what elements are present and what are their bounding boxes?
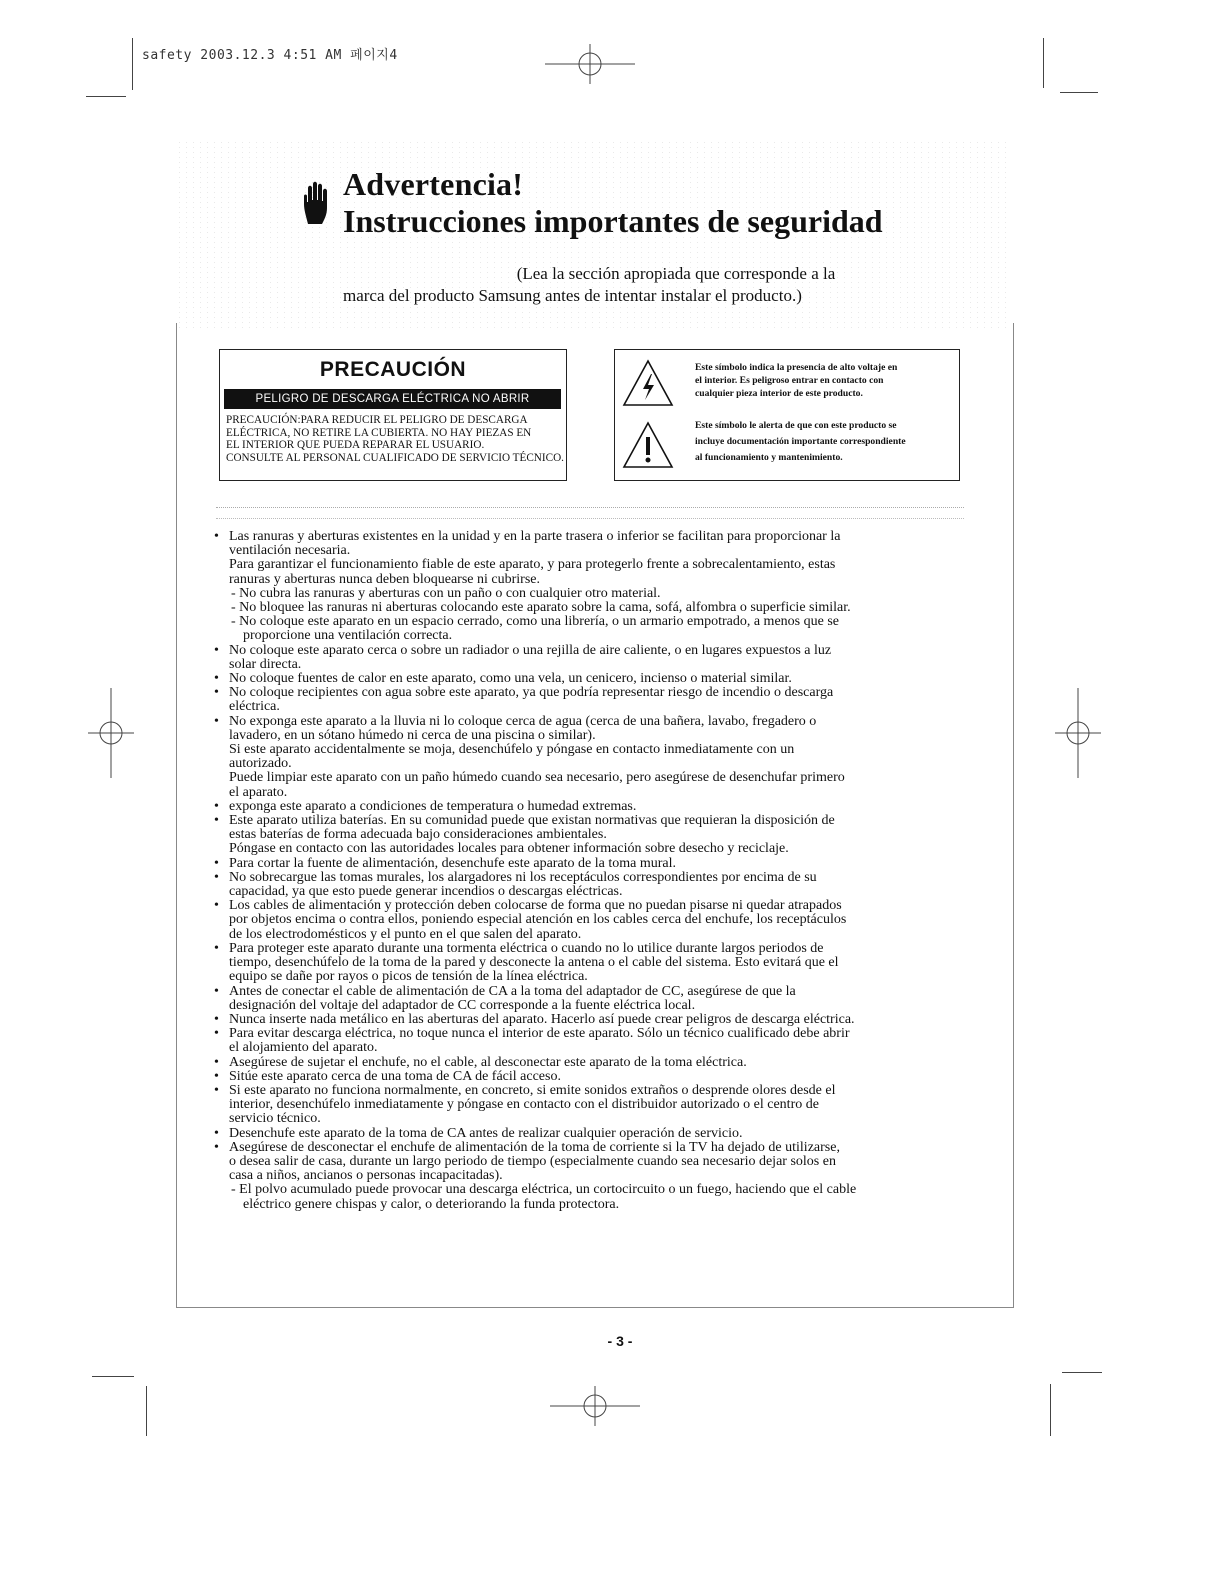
high-voltage-icon [621,358,675,408]
caution-text [226,414,562,464]
safety-instructions-list [211,530,991,1212]
bullet-continuation: tiempo, desenchúfelo de la toma de la pared y desconecte la antena o el cable del sistema. Esto evitará que el [229,955,839,971]
bullet-continuation: capacidad, ya que esto puede generar incendios o descargas eléctricas. [229,884,623,900]
bullet-continuation: designación del voltaje del adaptador de CC corresponde a la fuente eléctrica local. [229,997,696,1013]
bullet-item: • No coloque fuentes de calor en este aparato, como una vela, un cenicero, incienso o material similar. [211,672,991,686]
bullet-item: • No coloque este aparato cerca o sobre un radiador o una rejilla de aire caliente, o en lugares expuestos a luz [211,644,991,658]
bullet-continuation: casa a niños, ancianos o personas incapacitadas). [229,1168,503,1184]
page-title: Advertencia! [343,166,524,202]
bullet-continuation: autorizado. [229,756,292,772]
bullet-item: • Este aparato utiliza baterías. En su comunidad puede que existan normativas que requieran la disposición de [211,814,991,828]
bullet-item: • Desenchufe este aparato de la toma de CA antes de realizar cualquier operación de servicio. [211,1127,991,1141]
registration-mark-icon [88,688,134,778]
caution-title: PRECAUCIÓN [319,358,467,381]
bullet-continuation: - No coloque este aparato en un espacio cerrado, como una librería, o un armario empotrado, a menos que se [231,614,839,630]
registration-mark-icon [550,1384,640,1428]
caution-line: ELÉCTRICA, NO RETIRE LA CUBIERTA. NO HAY PIEZAS EN [226,426,532,439]
bullet-continuation: solar directa. [229,656,302,672]
crop-mark [1060,92,1098,93]
caution-line: EL INTERIOR QUE PUEDA REPARAR EL USUARIO. [226,439,485,451]
bullet-item: • No coloque recipientes con agua sobre este aparato, ya que podría representar riesgo de incendio o descarga [211,686,991,700]
hand-stop-icon [302,180,332,224]
registration-mark-icon [1055,688,1101,778]
caution-line: CONSULTE AL PERSONAL CUALIFICADO DE SERVICIO TÉCNICO. [226,451,564,464]
bullet-continuation: Póngase en contacto con las autoridades locales para obtener información sobre desecho y reciclaje. [229,841,789,857]
bullet-continuation: ventilación necesaria. [229,543,351,559]
crop-mark [146,1386,147,1436]
bullet-continuation: Para garantizar el funcionamiento fiable de este aparato, y para protegerlo frente a sobrecalentamiento, estas [229,557,836,573]
bullet-item: • Asegúrese de sujetar el enchufe, no el cable, al desconectar este aparato de la toma eléctrica. [211,1056,991,1070]
crop-mark [132,38,133,90]
bullet-continuation: - No cubra las ranuras y aberturas con un paño o con cualquier otro material. [231,585,661,601]
bullet-item: • Para cortar la fuente de alimentación, desenchufe este aparato de la toma mural. [211,857,991,871]
bullet-continuation: Puede limpiar este aparato con un paño húmedo cuando sea necesario, pero asegúrese de desenchufar primero [229,770,845,786]
bullet-item: • No sobrecargue las tomas murales, los alargadores ni los receptáculos correspondientes por encima de su [211,871,991,885]
divider [216,507,964,509]
page-number: - 3 - [607,1333,633,1349]
print-slug: safety 2003.12.3 4:51 AM 페이지4 [142,48,398,63]
divider [216,518,964,520]
crop-mark [86,96,126,97]
caution-box [219,349,567,481]
crop-mark [1050,1384,1051,1436]
crop-mark [1043,38,1044,88]
bullet-continuation: servicio técnico. [229,1111,321,1127]
crop-mark [1062,1372,1102,1373]
bullet-continuation: - No bloquee las ranuras ni aberturas colocando este aparato sobre la cama, sofá, alfombra o superficie similar. [231,600,851,616]
bullet-item: • Las ranuras y aberturas existentes en la unidad y en la parte trasera o inferior se facilitan para proporcionar la [211,530,991,544]
intro-line-2: marca del producto Samsung antes de intentar instalar el producto.) [343,286,802,305]
attention-symbol-text: Este símbolo le alerta de que con este producto se incluye documentación importante correspondiente al funcionamiento y mantenimiento. [695,420,906,463]
bullet-item: • Para evitar descarga eléctrica, no toque nunca el interior de este aparato. Sólo un técnico cualificado debe abrir [211,1027,991,1041]
bullet-continuation: estas baterías de forma adecuada bajo consideraciones ambientales. [229,827,607,843]
voltage-symbol-text: Este símbolo indica la presencia de alto voltaje en el interior. Es peligroso entrar en contacto con cualquier pieza interior de este producto. [695,362,898,399]
bullet-item: • Para proteger este aparato durante una tormenta eléctrica o cuando no lo utilice durante largos periodos de [211,942,991,956]
exclamation-warning-icon [621,420,675,470]
page-subtitle: Instrucciones importantes de seguridad [343,203,883,239]
bullet-continuation: Si este aparato accidentalmente se moja, desenchúfelo y póngase en contacto inmediatamente con un [229,742,795,758]
bullet-item: • Si este aparato no funciona normalmente, en concreto, si emite sonidos extraños o desprende olores desde el [211,1084,991,1098]
bullet-continuation: lavadero, en un sótano húmedo ni cerca de una piscina o similar). [229,727,596,743]
bullet-item: • exponga este aparato a condiciones de temperatura o humedad extremas. [211,800,991,814]
bullet-item: • Los cables de alimentación y protección deben colocarse de forma que no puedan pisarse ni quedar atrapados [211,899,991,913]
bullet-continuation: o desea salir de casa, durante un largo periodo de tiempo (especialmente cuando sea necesario dejar solos en [229,1153,836,1169]
bullet-continuation: eléctrica. [229,699,280,715]
bullet-item: • No exponga este aparato a la lluvia ni lo coloque cerca de agua (cerca de una bañera, lavabo, fregadero o [211,715,991,729]
bullet-continuation: equipo se dañe por rayos o picos de tensión de la línea eléctrica. [229,969,588,985]
bullet-continuation: de los electrodomésticos y el punto en el que salen del aparato. [229,926,582,942]
bullet-continuation: por objetos encima o contra ellos, poniendo especial atención en los cables cerca del enchufe, los receptáculos [229,912,847,928]
bullet-item: • Nunca inserte nada metálico en las aberturas del aparato. Hacerlo así puede crear peligros de descarga eléctrica. [211,1013,991,1027]
registration-mark-icon [545,42,635,86]
bullet-continuation: el alojamiento del aparato. [229,1040,378,1056]
intro-line-1: (Lea la sección apropiada que corresponde a la [516,264,836,283]
symbols-box [614,349,960,481]
bullet-continuation: - El polvo acumulado puede provocar una descarga eléctrica, un cortocircuito o un fuego, haciendo que el cable [231,1182,857,1198]
bullet-continuation: interior, desenchúfelo inmediatamente y póngase en contacto con el distribuidor autorizado o el centro de [229,1097,819,1113]
caution-warning-bar: PELIGRO DE DESCARGA ELÉCTRICA NO ABRIR [224,389,561,409]
bullet-continuation: ranuras y aberturas nunca deben bloquearse ni cubrirse. [229,571,540,587]
crop-mark [92,1376,134,1377]
caution-line: PRECAUCIÓN:PARA REDUCIR EL PELIGRO DE DESCARGA [226,414,528,426]
bullet-item: • Sitúe este aparato cerca de una toma de CA de fácil acceso. [211,1070,991,1084]
bullet-continuation: eléctrico genere chispas y calor, o deteriorando la funda protectora. [243,1196,620,1212]
bullet-item: • Asegúrese de desconectar el enchufe de alimentación de la toma de corriente si la TV ha dejado de utilizarse, [211,1141,991,1155]
bullet-continuation: proporcione una ventilación correcta. [243,628,453,644]
bullet-continuation: el aparato. [229,784,288,800]
bullet-item: • Antes de conectar el cable de alimentación de CA a la toma del adaptador de CC, asegúrese de que la [211,985,991,999]
